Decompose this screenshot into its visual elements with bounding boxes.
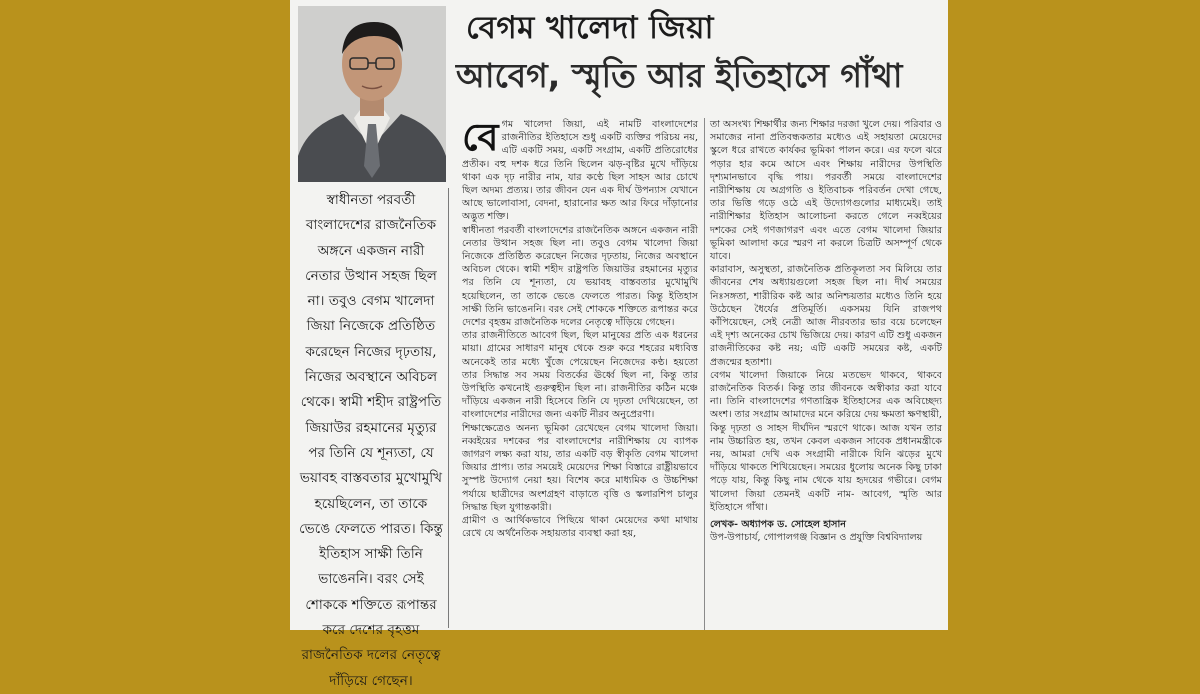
article-paragraph: শিক্ষাক্ষেত্রেও অনন্য ভূমিকা রেখেছেন বেগম খালেদা জিয়া। নব্বইয়ের দশকের পর বাংলাদেশের নারীশিক্ষায় যে ব্যাপক জাগরণ লক্ষ্য করা যায়, তার একটি বড় স্বীকৃতি বেগম খালেদা জিয়ার প্রাপ্য। তার সময়েই মেয়েদের শিক্ষা বিস্তারে রাষ্ট্রীয়ভাবে সুস্পষ্ট উদ্যোগ নেয়া হয়। বিশেষ করে মাধ্যমিক ও উচ্চশিক্ষা পর্যায়ে ছাত্রীদের অংশগ্রহণ বাড়াতে বৃত্তি ও স্কলারশিপ চালুর সিদ্ধান্ত ছিল যুগান্তকারী। — [462, 422, 698, 513]
author-byline: লেখক- অধ্যাপক ড. সোহেল হাসান — [710, 519, 846, 531]
headline-line-1: বেগম খালেদা জিয়া — [466, 10, 714, 46]
article-paragraph: স্বাধীনতা পরবর্তী বাংলাদেশের রাজনৈতিক অঙ্গনে একজন নারী নেতার উত্থান সহজ ছিল না। তবুও বেগম খালেদা জিয়া নিজেকে প্রতিষ্ঠিত করেছেন নিজের দৃঢ়তায়, নিজের অবস্থানে অবিচল থেকে। স্বামী শহীদ রাষ্ট্রপতি জিয়াউর রহমানের মৃত্যুর পর তিনি যে শূন্যতা, যে ভয়াবহ বাস্তবতার মুখোমুখি হয়েছিলেন, তা তাকে ভেঙে ফেলতে পারত। কিন্তু ইতিহাস সাক্ষী তিনি ভাঙেননি। বরং সেই শোককে শক্তিতে রূপান্তর করে দেশের বৃহত্তম রাজনৈতিক দলের নেতৃত্বে দাঁড়িয়ে গেছেন। — [462, 224, 698, 329]
author-affiliation: উপ-উপাচার্য, গোপালগঞ্জ বিজ্ঞান ও প্রযুক্তি বিশ্ববিদ্যালয় — [710, 532, 923, 544]
article-paragraph — [462, 115, 698, 224]
portrait-illustration — [298, 6, 446, 182]
article-paragraph: বেগম খালেদা জিয়াকে নিয়ে মতভেদ থাকবে, থাকবে রাজনৈতিক বিতর্ক। কিন্তু তার জীবনকে অস্বীকার করা যাবে না। তিনি বাংলাদেশের গণতান্ত্রিক ইতিহাসের এক অবিচ্ছেদ্য অংশ। তার সংগ্রাম আমাদের মনে করিয়ে দেয় ক্ষমতা ক্ষণস্থায়ী, কিন্তু দৃঢ়তা ও সাহস দীর্ঘদিন স্মরণে থাকে। আজ যখন তার নাম উচ্চারিত হয়, তখন কেবল একজন সাবেক প্রধানমন্ত্রীকে নয়, আমরা দেখি এক সংগ্রামী নারীকে যিনি ঝড়ের মুখে দাঁড়িয়ে থাকতে শিখিয়েছেন। সময়ের ধুলোয় অনেক কিছু ঢাকা পড়ে যায়, কিন্তু কিছু নাম থেকে যায় হৃদয়ের গভীরে। বেগম খালেদা জিয়া তেমনই একটি নাম- আবেগ, স্মৃতি আর ইতিহাসে গাঁথা। — [710, 369, 942, 513]
article-paragraph: তা অসংখ্য শিক্ষার্থীর জন্য শিক্ষার দরজা খুলে দেয়। পরিবার ও সমাজের নানা প্রতিবন্ধকতার মধ্যেও এই সহায়তা মেয়েদের স্কুলে ধরে রাখতে কার্যকর ভূমিকা পালন করে। এর ফলে ঝরে পড়ার হার কমে আসে এবং শিক্ষায় নারীদের উপস্থিতি দৃশ্যমানভাবে বৃদ্ধি পায়। পরবর্তী সময়ে বাংলাদেশের নারীশিক্ষায় যে অগ্রগতি ও ইতিবাচক পরিবর্তন দেখা গেছে, তার ভিত্তি গড়ে ওঠে এই উদ্যোগগুলোর মাধ্যমেই। তাই নারীশিক্ষার ইতিহাস আলোচনা করতে গেলে নব্বইয়ের দশকের সেই গণজাগরণ এবং এতে বেগম খালেদা জিয়ার ভূমিকা আলাদা করে স্মরণ না করলে চিত্রটি অসম্পূর্ণ থেকে যাবে। — [710, 119, 942, 263]
pull-quote-text: স্বাধীনতা পরবর্তী বাংলাদেশের রাজনৈতিক অঙ্গনে একজন নারী নেতার উত্থান সহজ ছিল না। তবুও বেগম খালেদা জিয়া নিজেকে প্রতিষ্ঠিত করেছেন নিজের দৃঢ়তায়, নিজের অবস্থানে অবিচল থেকে। স্বামী শহীদ রাষ্ট্রপতি জিয়াউর রহমানের মৃত্যুর পর তিনি যে শূন্যতা, যে ভয়াবহ বাস্তবতার মুখোমুখি হয়েছিলেন, তা তাকে ভেঙে ফেলতে পারত। কিন্তু ইতিহাস সাক্ষী তিনি ভাঙেননি। বরং সেই শোককে শক্তিতে রূপান্তর করে দেশের বৃহত্তম রাজনৈতিক দলের নেতৃত্বে দাঁড়িয়ে গেছেন। — [299, 192, 443, 689]
article-column-1 — [462, 115, 705, 630]
headline-line-2: আবেগ, স্মৃতি আর ইতিহাসে গাঁথা — [456, 56, 903, 95]
pull-quote-column — [298, 188, 449, 689]
article-column-2 — [710, 118, 942, 630]
article-paragraph: তার রাজনীতিতে আবেগ ছিল, ছিল মানুষের প্রতি এক ধরনের মায়া। গ্রামের সাধারণ মানুষ থেকে শুরু করে শহরের মধ্যবিত্ত অনেকেই তার মধ্যে খুঁজে পেয়েছেন নিজেদের কণ্ঠ। হয়তো তার সিদ্ধান্ত সব সময় বিতর্কের ঊর্ধ্বে ছিল না, কিন্তু তার উপস্থিতি কখনোই গুরুত্বহীন ছিল না। রাজনীতির কঠিন মঞ্চে দাঁড়িয়ে একজন নারী হিসেবে তিনি যে দৃঢ়তা দেখিয়েছেন, তা বাংলাদেশের নারীদের জন্য একটি নীরব অনুপ্রেরণা। — [462, 330, 698, 421]
drop-cap: বে — [462, 115, 499, 159]
article-paragraph: গ্রামীণ ও আর্থিকভাবে পিছিয়ে থাকা মেয়েদের কথা মাথায় রেখে যে অর্থনৈতিক সহায়তার ব্যবস্থা করা হয়, — [462, 515, 698, 540]
article-paragraph-text: গম খালেদা জিয়া, এই নামটি বাংলাদেশের রাজনীতির ইতিহাসে শুধু একটি ব্যক্তির পরিচয় নয়, এটি একটি সময়, একটি সংগ্রাম, একটি প্রতিরোধের প্রতীক। বহু দশক ধরে তিনি ছিলেন ঝড়-বৃষ্টির মুখে দাঁড়িয়ে থাকা এক দৃঢ় নারীর নাম, যার কণ্ঠে ছিল সাহস আর চোখে ছিল অদম্য প্রত্যয়। তার জীবন যেন এক দীর্ঘ উপন্যাস যেখানে আছে ভালোবাসা, বেদনা, হারানোর ক্ষত আর ফিরে দাঁড়ানোর অদ্ভুত শক্তি। — [462, 119, 698, 223]
article-paragraph: কারাবাস, অসুস্থতা, রাজনৈতিক প্রতিকূলতা সব মিলিয়ে তার জীবনের শেষ অধ্যায়গুলো সহজ ছিল না। দীর্ঘ সময়ের নিঃসঙ্গতা, শারীরিক কষ্ট আর অনিশ্চয়তার মধ্যেও তিনি হয়ে উঠেছেন ধৈর্যের প্রতিমূর্তি। একসময় যিনি রাজপথ কাঁপিয়েছেন, সেই নেত্রী আজ নীরবতার ভার বয়ে চলেছেন এই দৃশ্য অনেকের চোখ ভিজিয়ে দেয়। কারণ এটি শুধু একজন রাজনীতিকের কষ্ট নয়; এটি একটি সময়ের কষ্ট, একটি প্রজন্মের হতাশা। — [710, 264, 942, 368]
author-portrait — [298, 6, 446, 182]
newspaper-clipping — [290, 0, 948, 689]
